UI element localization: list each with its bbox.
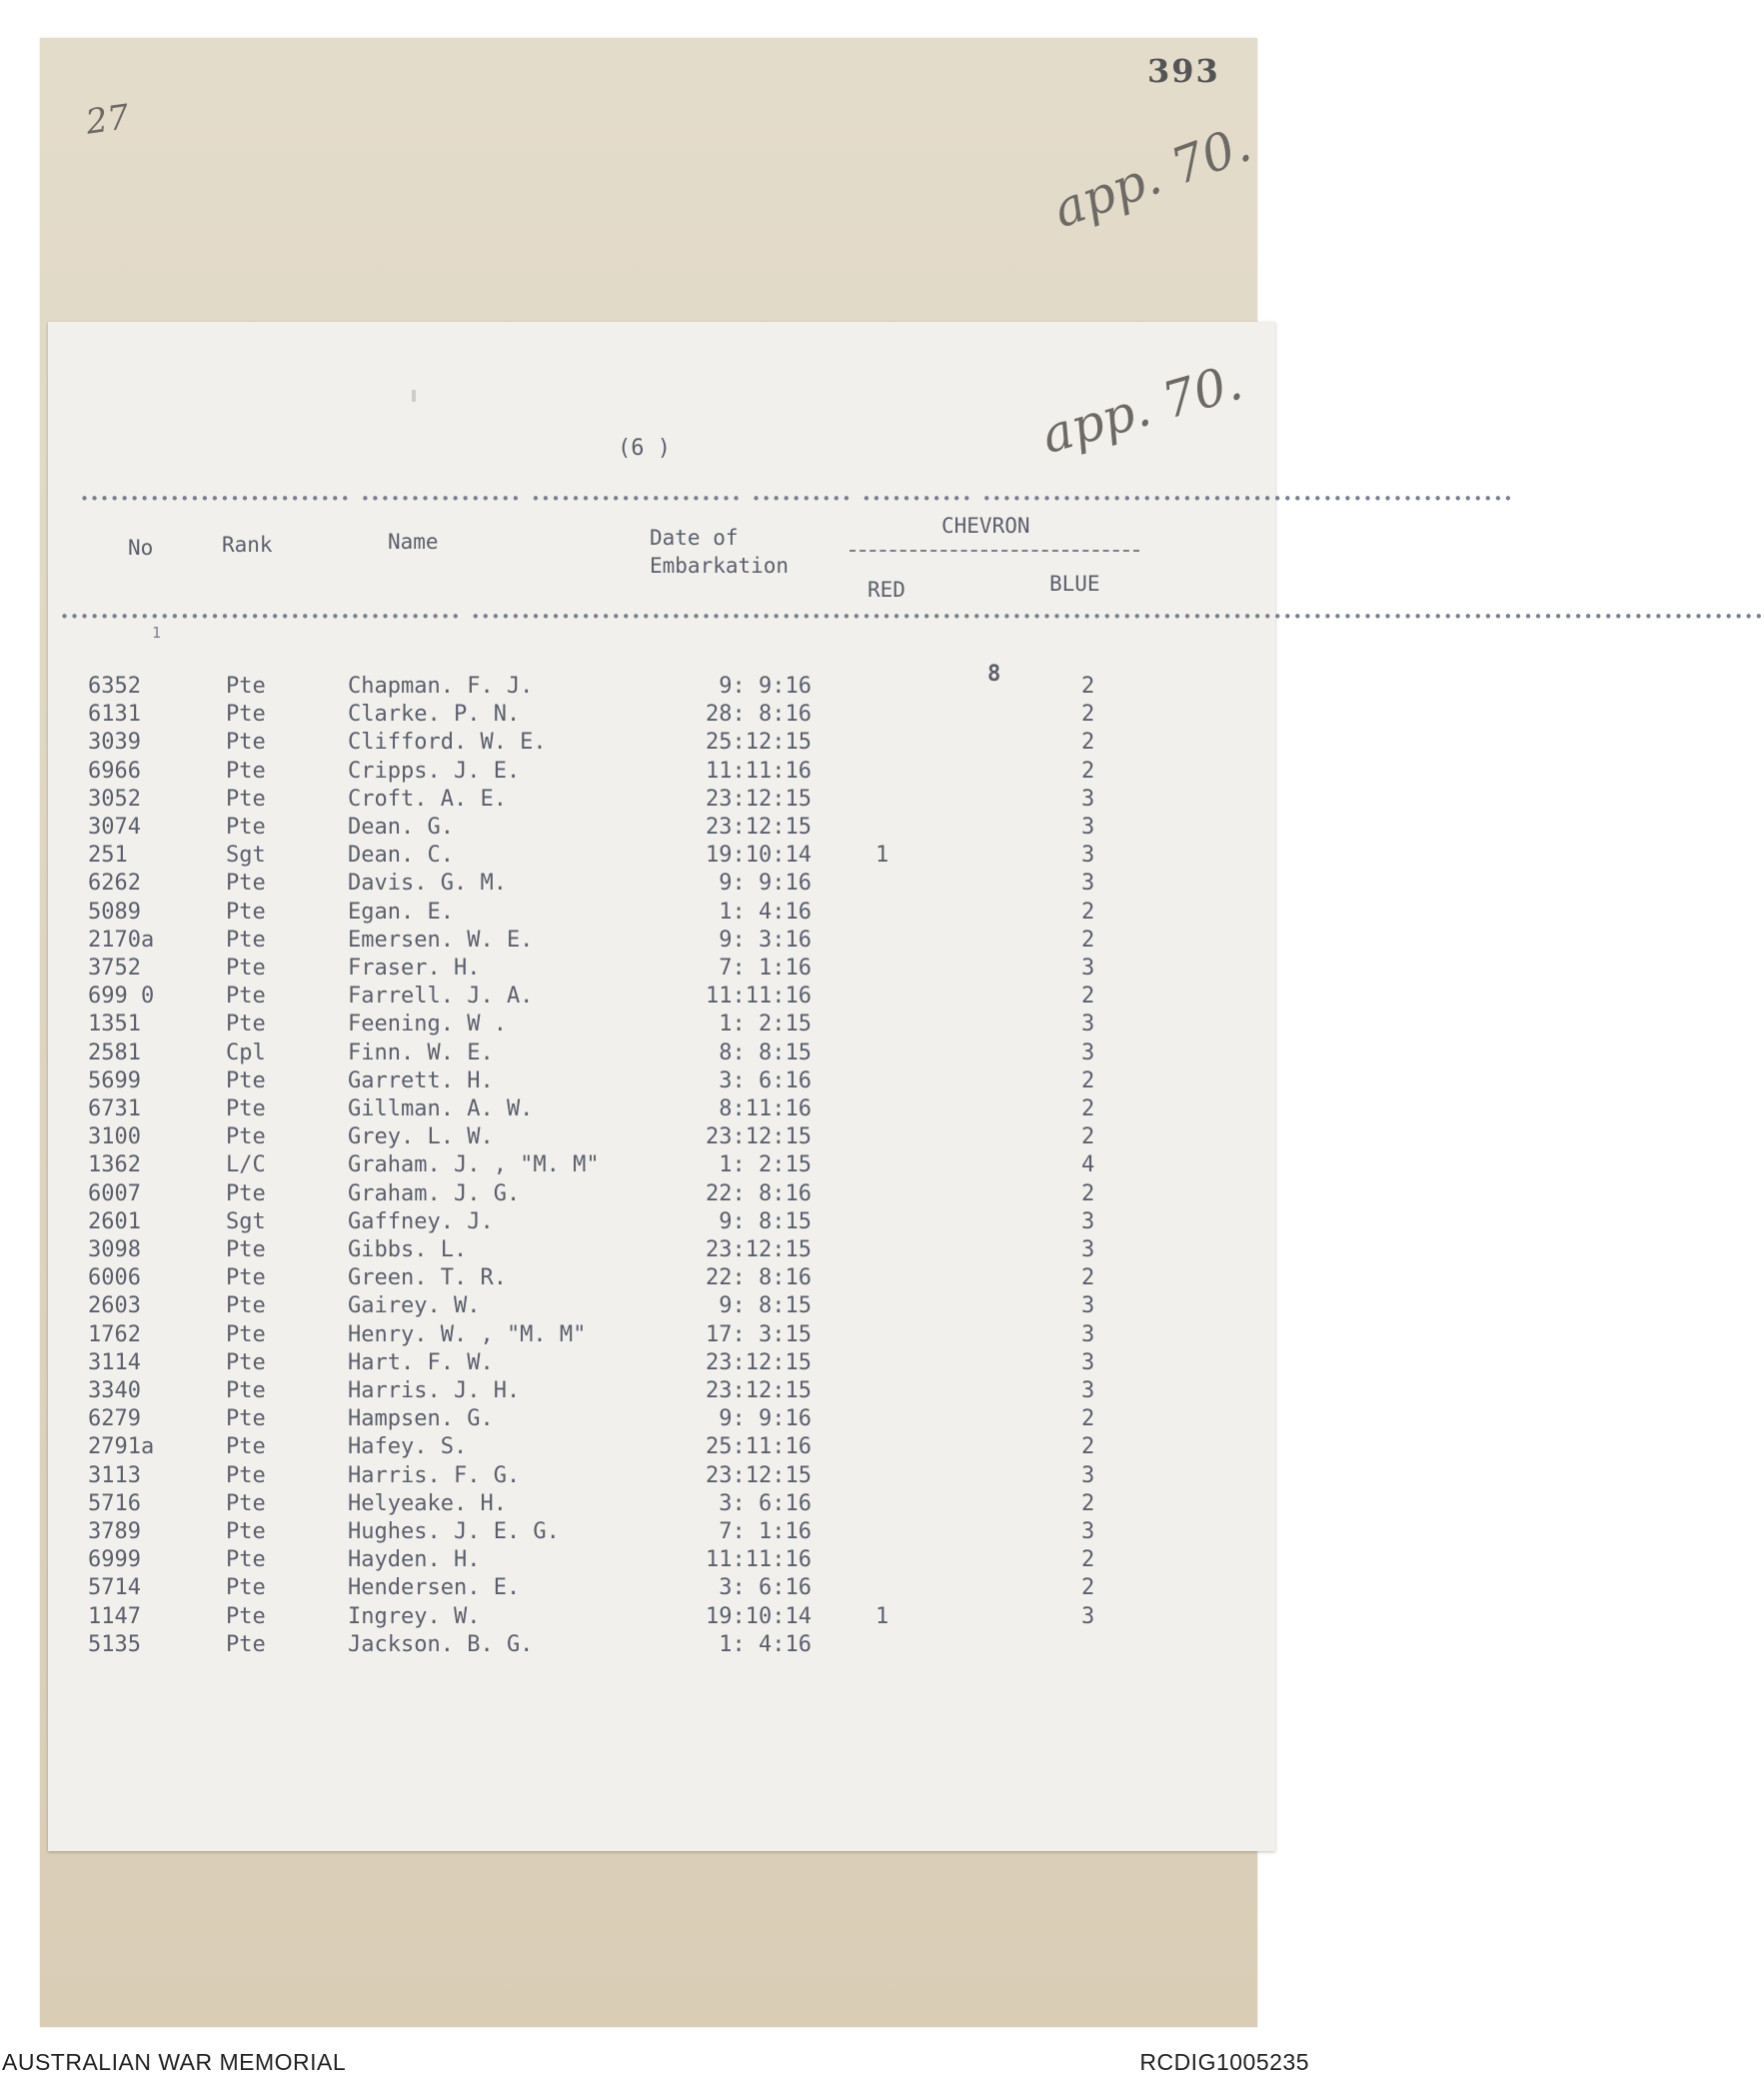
cell-name: Graham. J. G. [348,1180,521,1206]
table-row [0,674,1321,702]
table-row [0,1152,1321,1180]
column-header-rank: Rank [222,533,273,557]
cell-name: Gairey. W. [348,1293,481,1319]
cell-number: 6999 [88,1547,141,1573]
cell-rank: Pte [226,1490,266,1516]
cell-name: Harris. F. G. [348,1462,521,1488]
cell-embarkation-date: 25:12:15 [706,730,812,756]
cell-number: 2603 [88,1293,141,1319]
cell-embarkation-date: 23:12:15 [706,1124,812,1150]
cell-chevron-blue: 3 [1081,1462,1095,1488]
cell-chevron-blue: 2 [1081,899,1095,925]
cell-chevron-blue: 2 [1081,927,1095,953]
cell-name: Dean. G. [348,815,454,840]
cell-number: 1351 [88,1012,141,1038]
cell-chevron-blue: 3 [1081,1603,1095,1629]
cell-name: Finn. W. E. [348,1040,494,1065]
cell-chevron-blue: 3 [1081,1321,1095,1347]
cell-name: Davis. G. M. [348,871,507,897]
cell-name: Fraser. H. [348,956,481,981]
cell-rank: Pte [226,674,266,699]
cell-embarkation-date: 9: 9:16 [719,674,812,699]
column-header-chevron: CHEVRON [941,514,1030,538]
cell-chevron-blue: 3 [1081,843,1095,869]
cell-rank: Sgt [226,1208,266,1234]
cell-embarkation-date: 11:11:16 [706,1547,812,1573]
header-rule-top: ••••••••••••••••••••••••••• •••••••••••••••• ••••••••••••••••••••• •••••••••• ••••••••••• ••••••••••••••••••••••••••••••••••••••••••••••••••••• [80,490,1514,508]
cell-rank: Pte [226,1096,266,1121]
cell-chevron-blue: 3 [1081,1237,1095,1262]
cell-embarkation-date: 11:11:16 [706,758,812,784]
cell-number: 6262 [88,871,141,897]
cell-number: 251 [88,843,128,869]
cell-name: Hendersen. E. [348,1575,521,1601]
column-header-blue: BLUE [1049,572,1100,596]
cell-embarkation-date: 1: 4:16 [719,1631,812,1657]
table-row [0,1040,1321,1068]
table-row [0,702,1321,730]
cell-number: 6007 [88,1180,141,1206]
cell-embarkation-date: 17: 3:15 [706,1321,812,1347]
table-row [0,1209,1321,1237]
folio-number: 393 [1147,52,1220,90]
cell-embarkation-date: 19:10:14 [706,843,812,869]
cell-number: 3752 [88,956,141,981]
cell-name: Henry. W. , "M. M" [348,1321,587,1347]
cell-embarkation-date: 1: 2:15 [719,1012,812,1038]
cell-number: 3340 [88,1378,141,1403]
cell-number: 6279 [88,1406,141,1432]
table-row [0,1350,1321,1378]
table-row [0,1012,1321,1040]
cell-embarkation-date: 25:11:16 [706,1434,812,1460]
table-row [0,1181,1321,1209]
table-row [0,815,1321,843]
cell-rank: Pte [226,1012,266,1038]
cell-embarkation-date: 9: 3:16 [719,927,812,953]
table-row [0,1322,1321,1350]
cell-rank: Pte [226,927,266,953]
cell-embarkation-date: 19:10:14 [706,1603,812,1629]
cell-name: Cripps. J. E. [348,758,521,784]
cell-embarkation-date: 23:12:15 [706,1349,812,1375]
cell-embarkation-date: 28: 8:16 [706,702,812,728]
cell-chevron-blue: 3 [1081,1349,1095,1375]
table-row [0,1265,1321,1293]
cell-chevron-blue: 3 [1081,1040,1095,1065]
cell-rank: Pte [226,1124,266,1150]
cell-number: 3039 [88,730,141,756]
cell-number: 5135 [88,1631,141,1657]
cell-rank: Cpl [226,1040,266,1065]
cell-number: 3052 [88,786,141,812]
cell-rank: Pte [226,1321,266,1347]
cell-embarkation-date: 9: 8:15 [719,1293,812,1319]
cell-rank: Pte [226,984,266,1010]
cell-rank: Pte [226,899,266,925]
cell-rank: Pte [226,1631,266,1657]
cell-name: Gaffney. J. [348,1208,494,1234]
cell-name: Green. T. R. [348,1265,507,1291]
cell-name: Hughes. J. E. G. [348,1519,560,1544]
table-row [0,843,1321,871]
cell-rank: Pte [226,1349,266,1375]
stray-typed-mark: 8 [987,662,1001,687]
cell-number: 1762 [88,1321,141,1347]
pencil-app-note-top: app. 70. [1045,114,1258,240]
table-row [0,730,1321,758]
cell-chevron-blue: 2 [1081,1406,1095,1432]
cell-chevron-blue: 2 [1081,984,1095,1010]
cell-number: 3789 [88,1519,141,1544]
cell-rank: Pte [226,1406,266,1432]
cell-embarkation-date: 23:12:15 [706,815,812,840]
cell-chevron-blue: 2 [1081,1067,1095,1093]
column-header-name: Name [388,530,439,554]
cell-chevron-blue: 3 [1081,815,1095,840]
table-row [0,1434,1321,1462]
cell-number: 2601 [88,1208,141,1234]
cell-name: Gibbs. L. [348,1237,468,1262]
cell-rank: Pte [226,1575,266,1601]
cell-rank: Pte [226,730,266,756]
cell-name: Feening. W . [348,1012,507,1038]
cell-embarkation-date: 7: 1:16 [719,1519,812,1544]
column-header-date: Date of Embarkation [650,526,790,578]
cell-number: 6352 [88,674,141,699]
table-row [0,871,1321,899]
cell-rank: Pte [226,1519,266,1544]
cell-chevron-blue: 2 [1081,1096,1095,1121]
cell-name: Dean. C. [348,843,454,869]
cell-chevron-blue: 3 [1081,1519,1095,1544]
cell-chevron-blue: 2 [1081,1124,1095,1150]
cell-name: Hayden. H. [348,1547,481,1573]
cell-chevron-red: 1 [876,843,889,869]
cell-chevron-blue: 3 [1081,956,1095,981]
table-row [0,900,1321,928]
cell-rank: Pte [226,1378,266,1403]
cell-name: Hampsen. G. [348,1406,494,1432]
cell-name: Helyeake. H. [348,1490,507,1516]
cell-name: Clarke. P. N. [348,702,521,728]
cell-embarkation-date: 11:11:16 [706,984,812,1010]
cell-chevron-blue: 4 [1081,1152,1095,1178]
cell-name: Gillman. A. W. [348,1096,534,1121]
pencil-numeral: 27 [83,97,132,143]
cell-embarkation-date: 3: 6:16 [719,1490,812,1516]
cell-name: Clifford. W. E. [348,730,547,756]
cell-chevron-blue: 2 [1081,1434,1095,1460]
table-row [0,1124,1321,1152]
cell-embarkation-date: 9: 9:16 [719,871,812,897]
column-header-red: RED [868,578,905,602]
cell-rank: Pte [226,1237,266,1262]
cell-rank: Pte [226,815,266,840]
cell-embarkation-date: 23:12:15 [706,1462,812,1488]
cell-chevron-blue: 3 [1081,1208,1095,1234]
cell-name: Ingrey. W. [348,1603,481,1629]
cell-name: Harris. J. H. [348,1378,521,1403]
cell-chevron-blue: 2 [1081,1575,1095,1601]
cell-number: 5716 [88,1490,141,1516]
table-row [0,1491,1321,1519]
cell-embarkation-date: 22: 8:16 [706,1265,812,1291]
cell-name: Emersen. W. E. [348,927,534,953]
footer-institution: AUSTRALIAN WAR MEMORIAL [2,2049,347,2075]
cell-rank: L/C [226,1152,266,1178]
cell-rank: Pte [226,1434,266,1460]
cell-number: 2581 [88,1040,141,1065]
footer-reference: RCDIG1005235 [1139,2049,1309,2075]
cell-embarkation-date: 8:11:16 [719,1096,812,1121]
table-row [0,956,1321,984]
table-row [0,759,1321,787]
cell-name: Croft. A. E. [348,786,507,812]
cell-rank: Pte [226,1180,266,1206]
cell-number: 3114 [88,1349,141,1375]
table-row [0,1632,1321,1660]
cell-chevron-blue: 2 [1081,1547,1095,1573]
cell-number: 3100 [88,1124,141,1150]
table-row [0,1293,1321,1321]
cell-number: 5714 [88,1575,141,1601]
cell-chevron-blue: 2 [1081,1265,1095,1291]
cell-name: Hart. F. W. [348,1349,494,1375]
cell-embarkation-date: 7: 1:16 [719,956,812,981]
table-row [0,984,1321,1012]
cell-rank: Pte [226,1462,266,1488]
cell-number: 6731 [88,1096,141,1121]
pencil-app-note-sheet: app. 70. [1034,352,1249,466]
cell-embarkation-date: 3: 6:16 [719,1067,812,1093]
cell-embarkation-date: 22: 8:16 [706,1180,812,1206]
cell-embarkation-date: 1: 4:16 [719,899,812,925]
table-row [0,1519,1321,1547]
cell-number: 2791a [88,1434,155,1460]
cell-number: 2170a [88,927,155,953]
cell-chevron-blue: 2 [1081,1490,1095,1516]
cell-embarkation-date: 23:12:15 [706,1237,812,1262]
cell-chevron-blue: 2 [1081,702,1095,728]
cell-embarkation-date: 23:12:15 [706,1378,812,1403]
cell-chevron-blue: 3 [1081,1012,1095,1038]
cell-rank: Pte [226,786,266,812]
cell-embarkation-date: 3: 6:16 [719,1575,812,1601]
cell-number: 3098 [88,1237,141,1262]
cell-name: Chapman. F. J. [348,674,534,699]
cell-name: Hafey. S. [348,1434,468,1460]
column-header-no: No [128,536,154,560]
cell-number: 5699 [88,1067,141,1093]
cell-embarkation-date: 23:12:15 [706,786,812,812]
cell-embarkation-date: 9: 8:15 [719,1208,812,1234]
cell-chevron-blue: 3 [1081,871,1095,897]
cell-rank: Pte [226,1265,266,1291]
cell-number: 699 0 [88,984,155,1010]
cell-chevron-blue: 2 [1081,730,1095,756]
table-row [0,1068,1321,1096]
cell-chevron-red: 1 [876,1603,889,1629]
cell-number: 3074 [88,815,141,840]
cell-rank: Sgt [226,843,266,869]
cell-name: Grey. L. W. [348,1124,494,1150]
cell-name: Graham. J. , "M. M" [348,1152,600,1178]
table-row [0,928,1321,956]
header-rule-bottom: •••••••••••••••••••••••••••••••••••••••• ••••••••••••••••••••••••••••••••••••••••••••••••••••••••••••••••••••••••••••••••••••••••••••••••••••••••••••••••••••••••••••••••• [60,608,1764,626]
cell-rank: Pte [226,702,266,728]
cell-number: 6006 [88,1265,141,1291]
cell-number: 1147 [88,1603,141,1629]
cell-chevron-blue: 2 [1081,674,1095,699]
row-marker: 1 [152,624,162,642]
cell-embarkation-date: 8: 8:15 [719,1040,812,1065]
cell-name: Farrell. J. A. [348,984,534,1010]
cell-embarkation-date: 9: 9:16 [719,1406,812,1432]
cell-number: 1362 [88,1152,141,1178]
cell-embarkation-date: 1: 2:15 [719,1152,812,1178]
page-number: (6 ) [618,436,671,461]
cell-rank: Pte [226,956,266,981]
cell-rank: Pte [226,1603,266,1629]
cell-name: Jackson. B. G. [348,1631,534,1657]
cell-rank: Pte [226,1067,266,1093]
table-row [0,1237,1321,1265]
cell-number: 6131 [88,702,141,728]
table-row [0,1463,1321,1491]
cell-name: Garrett. H. [348,1067,494,1093]
cell-name: Egan. E. [348,899,454,925]
table-row [0,1604,1321,1632]
table-row [0,1096,1321,1124]
table-row [0,1406,1321,1434]
cell-rank: Pte [226,1293,266,1319]
table-row [0,1547,1321,1575]
cell-number: 5089 [88,899,141,925]
cell-number: 3113 [88,1462,141,1488]
cell-number: 6966 [88,758,141,784]
cell-rank: Pte [226,758,266,784]
cell-chevron-blue: 2 [1081,758,1095,784]
cell-rank: Pte [226,1547,266,1573]
cell-chevron-blue: 3 [1081,1378,1095,1403]
cell-chevron-blue: 3 [1081,786,1095,812]
table-row [0,1378,1321,1406]
table-row [0,1575,1321,1603]
cell-chevron-blue: 2 [1081,1180,1095,1206]
table-row [0,787,1321,815]
cell-rank: Pte [226,871,266,897]
cell-chevron-blue: 3 [1081,1293,1095,1319]
